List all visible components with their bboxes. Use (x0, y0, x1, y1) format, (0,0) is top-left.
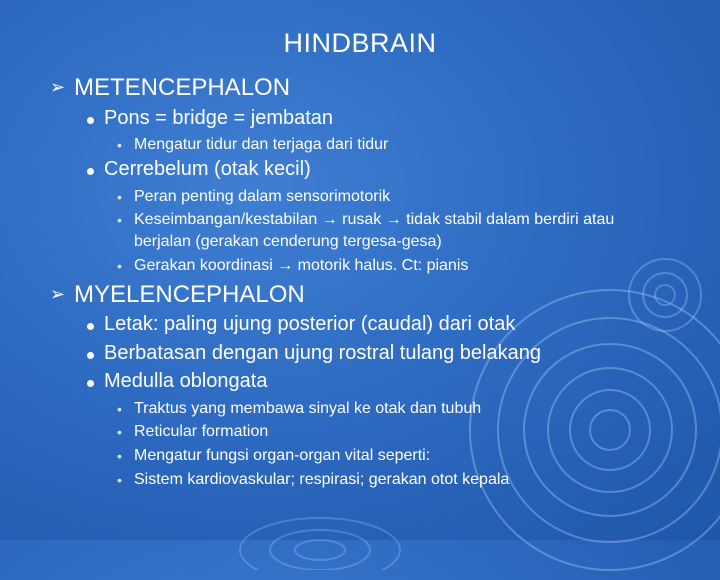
small-bullet-icon: • (117, 401, 122, 417)
small-bullet-icon: • (117, 472, 122, 488)
small-bullet-icon: • (117, 189, 122, 205)
small-bullet-icon: • (117, 258, 122, 274)
small-bullet-icon: • (117, 448, 122, 464)
round-bullet-icon (87, 117, 94, 124)
round-bullet-icon (87, 323, 94, 330)
small-bullet-icon: • (117, 137, 122, 153)
arrow-bullet-icon: ➢ (50, 77, 66, 97)
small-bullet-icon: • (117, 212, 122, 228)
arrow-bullet-icon: ➢ (50, 284, 66, 304)
small-ripple-decoration (620, 250, 710, 340)
round-bullet-icon (87, 380, 94, 387)
round-bullet-icon (87, 352, 94, 359)
round-bullet-icon (87, 168, 94, 175)
slide-title: HINDBRAIN (283, 28, 437, 58)
small-bullet-icon: • (117, 424, 122, 440)
bottom-ripple-decoration (230, 450, 410, 570)
